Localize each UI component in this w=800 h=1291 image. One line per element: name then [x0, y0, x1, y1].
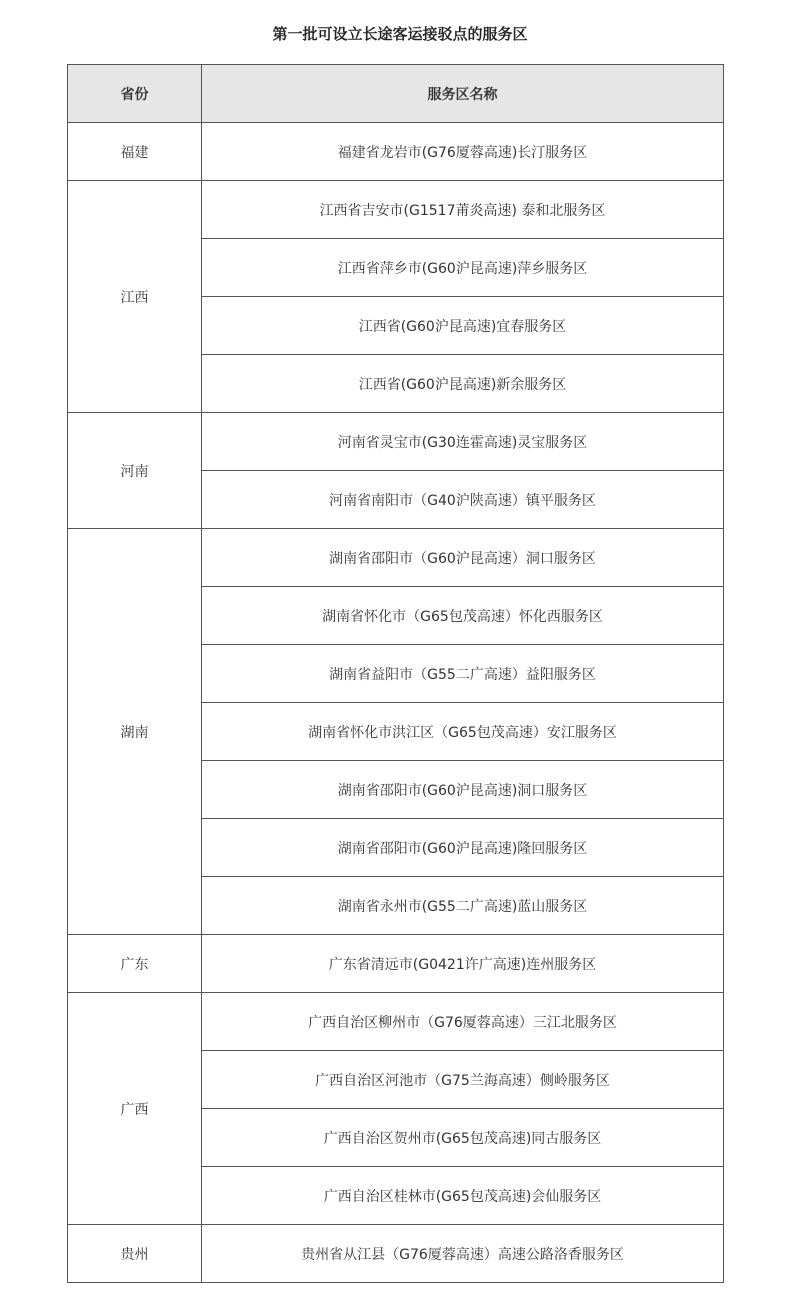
province-cell: 河南: [68, 413, 202, 529]
service-area-cell: 江西省(G60沪昆高速)宜春服务区: [202, 297, 724, 355]
service-area-cell: 广东省清远市(G0421许广高速)连州服务区: [202, 935, 724, 993]
service-area-cell: 江西省萍乡市(G60沪昆高速)萍乡服务区: [202, 239, 724, 297]
table-row: [68, 181, 724, 239]
service-area-cell: 广西自治区贺州市(G65包茂高速)同古服务区: [202, 1109, 724, 1167]
service-area-cell: 江西省吉安市(G1517莆炎高速) 泰和北服务区: [202, 181, 724, 239]
service-area-cell: 广西自治区河池市（G75兰海高速）侧岭服务区: [202, 1051, 724, 1109]
province-cell: 广东: [68, 935, 202, 993]
table-row: [68, 123, 724, 181]
service-area-cell: 湖南省怀化市洪江区（G65包茂高速）安江服务区: [202, 703, 724, 761]
service-area-table: [67, 64, 724, 1283]
province-cell: 贵州: [68, 1225, 202, 1283]
service-area-cell: 江西省(G60沪昆高速)新余服务区: [202, 355, 724, 413]
service-area-cell: 河南省南阳市（G40沪陕高速）镇平服务区: [202, 471, 724, 529]
service-area-cell: 湖南省永州市(G55二广高速)蓝山服务区: [202, 877, 724, 935]
header-province: 省份: [68, 65, 202, 123]
service-area-cell: 湖南省益阳市（G55二广高速）益阳服务区: [202, 645, 724, 703]
page-title: 第一批可设立长途客运接驳点的服务区: [272, 25, 528, 43]
service-area-cell: 福建省龙岩市(G76厦蓉高速)长汀服务区: [202, 123, 724, 181]
table-header-row: [68, 65, 724, 123]
province-cell: 湖南: [68, 529, 202, 935]
province-cell: 福建: [68, 123, 202, 181]
table-row: [68, 413, 724, 471]
service-area-cell: 湖南省怀化市（G65包茂高速）怀化西服务区: [202, 587, 724, 645]
province-cell: 广西: [68, 993, 202, 1225]
service-area-cell: 湖南省邵阳市（G60沪昆高速）洞口服务区: [202, 529, 724, 587]
service-area-cell: 广西自治区柳州市（G76厦蓉高速）三江北服务区: [202, 993, 724, 1051]
table-row: [68, 993, 724, 1051]
header-service-area: 服务区名称: [202, 65, 724, 123]
table-row: [68, 1225, 724, 1283]
service-area-cell: 广西自治区桂林市(G65包茂高速)会仙服务区: [202, 1167, 724, 1225]
service-area-cell: 湖南省邵阳市(G60沪昆高速)隆回服务区: [202, 819, 724, 877]
table-row: [68, 529, 724, 587]
table-row: [68, 935, 724, 993]
service-area-cell: 河南省灵宝市(G30连霍高速)灵宝服务区: [202, 413, 724, 471]
service-area-cell: 贵州省从江县（G76厦蓉高速）高速公路洛香服务区: [202, 1225, 724, 1283]
province-cell: 江西: [68, 181, 202, 413]
service-area-cell: 湖南省邵阳市(G60沪昆高速)洞口服务区: [202, 761, 724, 819]
